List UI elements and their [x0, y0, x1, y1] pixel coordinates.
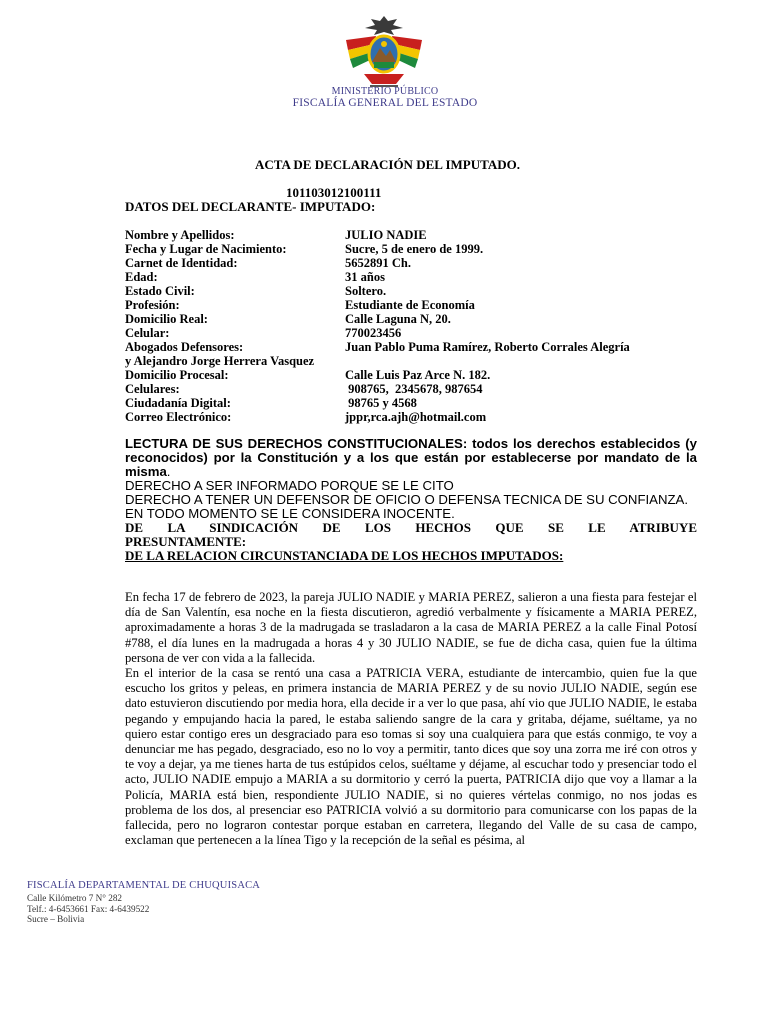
footer-street: Calle Kilómetro 7 N° 282 [27, 893, 123, 903]
footer-address [27, 880, 260, 925]
field-row [125, 298, 705, 312]
field-label: Domicilio Real: [125, 312, 208, 326]
field-label: Fecha y Lugar de Nacimiento: [125, 242, 287, 256]
field-label: Edad: [125, 270, 158, 284]
field-label: Correo Electrónico: [125, 410, 232, 424]
field-label: Ciudadanía Digital: [125, 396, 231, 410]
field-value: 5652891 Ch. [345, 256, 411, 270]
field-label: Estado Civil: [125, 284, 195, 298]
field-value: Estudiante de Economía [345, 298, 475, 312]
field-value: 770023456 [345, 326, 402, 340]
field-value: Calle Laguna N, 20. [345, 312, 451, 326]
field-row [125, 242, 705, 256]
field-row [125, 270, 705, 284]
office-name: FISCALÍA GENERAL DEL ESTADO [292, 97, 478, 109]
field-value: Calle Luis Paz Arce N. 182. [345, 368, 491, 382]
field-label: Profesión: [125, 298, 180, 312]
field-row [125, 410, 705, 424]
sindicacion-heading: DE LA SINDICACIÓN DE LOS HECHOS QUE SE LE ATRIBUYE PRESUNTAMENTE: [125, 520, 697, 549]
field-label: Domicilio Procesal: [125, 368, 229, 382]
right-item: DERECHO A SER INFORMADO PORQUE SE LE CITO [125, 478, 454, 493]
field-label: Abogados Defensores: [125, 340, 244, 354]
rights-section [125, 437, 697, 563]
field-row [125, 284, 705, 298]
rights-intro [125, 437, 697, 479]
field-row [125, 256, 705, 270]
field-value: Soltero. [345, 284, 387, 298]
field-row [125, 368, 705, 382]
declarant-fields [125, 228, 705, 424]
field-value: 908765, 2345678, 987654 [345, 382, 483, 396]
field-value: jppr,rca.ajh@hotmail.com [345, 410, 487, 424]
field-value: Sucre, 5 de enero de 1999. [345, 242, 484, 256]
field-value: 98765 y 4568 [345, 396, 417, 410]
facts-narrative [125, 590, 697, 848]
rights-intro-end: . [166, 464, 171, 479]
field-label: Carnet de Identidad: [125, 256, 238, 270]
field-row [125, 382, 705, 396]
field-label: Celular: [125, 326, 170, 340]
field-continuation: y Alejandro Jorge Herrera Vasquez [125, 354, 315, 368]
field-label: Nombre y Apellidos: [125, 228, 235, 242]
ministry-name: MINISTERIO PÚBLICO [331, 86, 439, 97]
footer-phones: Telf.: 4-6453661 Fax: 4-6439522 [27, 903, 150, 914]
field-label: Celulares: [125, 382, 180, 396]
field-row [125, 312, 705, 326]
field-row-defensores [125, 340, 705, 354]
field-value: Juan Pablo Puma Ramírez, Roberto Corrales Alegría [345, 340, 630, 354]
field-row [125, 228, 705, 242]
case-number: 101103012100111 [286, 185, 382, 200]
field-value: JULIO NADIE [345, 228, 427, 242]
narrative-paragraph: En el interior de la casa se rentó una casa a PATRICIA VERA, estudiante de intercambio, quien fue la que escucho los gritos y peleas, en primera instancia de MARIA PEREZ y de su novio JULIO NADIE, según ese dato estuvieron discutiendo por media hora, ella decide ir a ver lo que pasa, ahí vio que JULIO NADIE, le estaba pegando y empujando hacia la pared, le estaba saliendo sangre de la cara y gritaba, déjame, suéltame, ya no quiero estar contigo eres un desgraciado para eso tomas si soy una cualquiera para que estás conmigo, te voy a denunciar me has pegado, desgraciado, eso no lo voy a permitir, tanto dices que soy una zorra me iré con otros y te voy a dejar, ya me tienes harta de tus estúpidos celos, suéltame y déjame, al escuchar todo y presenciar todo el acto, JULIO NADIE empujo a MARIA a su dormitorio y cerró la puerta, PATRICIA dijo que voy a llamar a la Policía, MARIA está bien, respondiente JULIO NADIE, si no quieres vértelas conmigo, no nos jodas es problema de los dos, al presenciar eso PATRICIA volvió a su dormitorio para comunicarse con los papas de la fallecida, pero no lograron contestar porque estaban en carretera, llegando del Valle de su casa de campo, exclaman que pertenecen a la línea Tigo y la recepción de la señal es pésima, al [125, 666, 697, 848]
rights-intro-text: todos los derechos establecidos (y reconocidos) por la Constitución y a los que están por establecerse por mandato de la misma [125, 436, 697, 479]
footer-office: FISCALÍA DEPARTAMENTAL DE CHUQUISACA [27, 880, 261, 891]
field-row [125, 326, 705, 340]
page-title: ACTA DE DECLARACIÓN DEL IMPUTADO. [255, 157, 520, 172]
field-row-continuation [125, 354, 705, 368]
section-heading: DATOS DEL DECLARANTE- IMPUTADO: [125, 199, 376, 214]
footer-city: Sucre – Bolivia [27, 914, 85, 924]
right-item: DERECHO A TENER UN DEFENSOR DE OFICIO O DEFENSA TECNICA DE SU CONFIANZA. [125, 492, 688, 507]
field-value: 31 años [345, 270, 385, 284]
relacion-heading: DE LA RELACION CIRCUNSTANCIADA DE LOS HECHOS IMPUTADOS: [125, 548, 564, 563]
narrative-paragraph: En fecha 17 de febrero de 2023, la pareja JULIO NADIE y MARIA PEREZ, salieron a una fiesta para festejar el día de San Valentín, esa noche en la fiesta discutieron, agredió verbalmente y físicamente a MARIA PEREZ, aproximadamente a horas 3 de la madrugada se trasladaron a la casa de MARIA PEREZ a la calle Final Potosí #788, el día lunes en la madrugada a horas 4 y 30 JULIO NADIE, se fue de dicha casa, quien fue la última persona de ver con vida a la fallecida. [125, 590, 697, 665]
right-item: EN TODO MOMENTO SE LE CONSIDERA INOCENTE. [125, 506, 455, 521]
bolivia-coat-of-arms-seal [336, 14, 432, 90]
field-row [125, 396, 705, 410]
rights-intro-heading: LECTURA DE SUS DERECHOS CONSTITUCIONALES: [125, 436, 468, 451]
